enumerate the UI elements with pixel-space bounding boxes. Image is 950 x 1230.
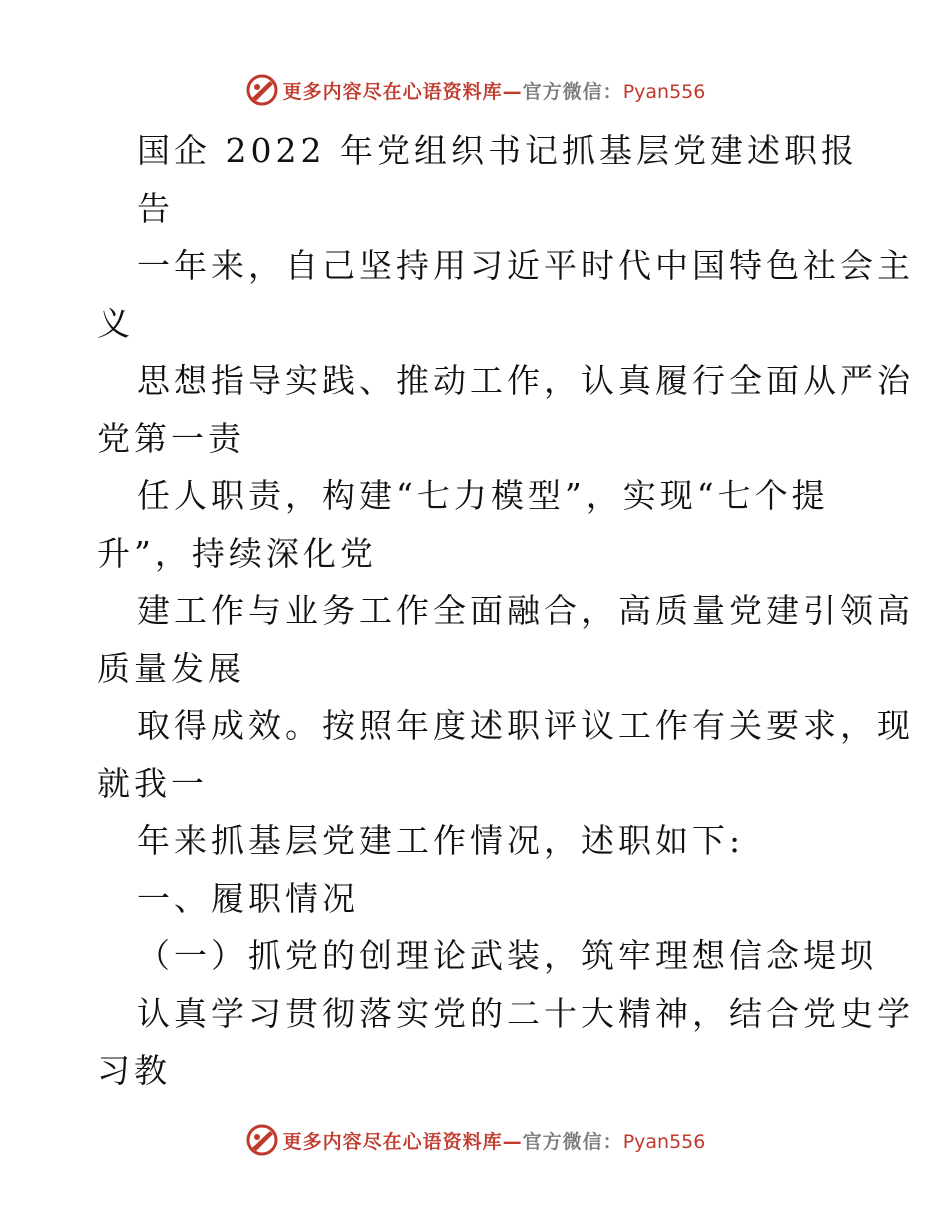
text-line: 质量发展 bbox=[97, 648, 245, 688]
text-line: 党第一责 bbox=[97, 418, 245, 458]
watermark-text: 更多内容尽在心语资料库— bbox=[282, 80, 523, 103]
text-line: 任人职责，构建“七力模型”，实现“七个提 bbox=[137, 476, 829, 515]
brand-logo-icon bbox=[245, 1123, 279, 1157]
text-line: 告 bbox=[137, 188, 174, 228]
text-line: 升”，持续深化党 bbox=[97, 533, 377, 573]
text-line: 就我一 bbox=[97, 763, 208, 803]
text-line: 一年来，自己坚持用习近平时代中国特色社会主 bbox=[137, 246, 914, 285]
watermark-label: 官方微信： bbox=[522, 1130, 623, 1153]
section-heading: 一、履职情况 bbox=[137, 878, 359, 918]
text-line: 思想指导实践、推动工作，认真履行全面从严治 bbox=[137, 361, 914, 400]
document-body bbox=[97, 122, 914, 1100]
watermark-id: Pyan556 bbox=[622, 80, 706, 103]
text-line: 义 bbox=[97, 303, 134, 343]
text-line: 年来抓基层党建工作情况，述职如下: bbox=[137, 821, 745, 860]
subsection-heading: （一）抓党的创理论武装，筑牢理想信念堤坝 bbox=[137, 936, 877, 975]
watermark-banner-top bbox=[0, 70, 950, 110]
watermark-text: 更多内容尽在心语资料库— bbox=[282, 1130, 523, 1153]
watermark-label: 官方微信： bbox=[522, 80, 623, 103]
text-line: 取得成效。按照年度述职评议工作有关要求，现 bbox=[137, 706, 914, 745]
text-line: 国企 2022 年党组织书记抓基层党建述职报 bbox=[137, 131, 858, 170]
text-line: 建工作与业务工作全面融合，高质量党建引领高 bbox=[137, 591, 914, 630]
watermark-banner-bottom bbox=[0, 1120, 950, 1160]
text-line: 认真学习贯彻落实党的二十大精神，结合党史学 bbox=[137, 993, 914, 1033]
watermark-id: Pyan556 bbox=[622, 1130, 706, 1153]
text-line: 习教 bbox=[97, 1051, 171, 1090]
brand-logo-icon bbox=[245, 73, 279, 107]
